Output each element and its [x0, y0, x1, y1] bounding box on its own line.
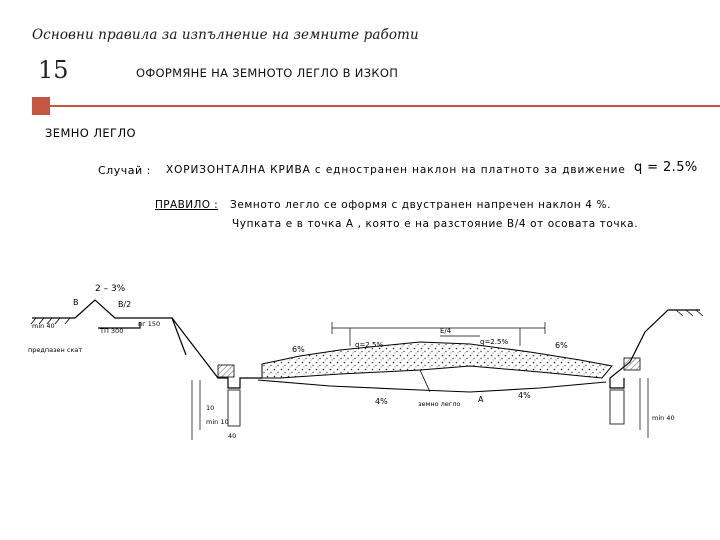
q-left-label: q=2.5%: [355, 341, 384, 349]
dim-40-label: 40: [228, 432, 237, 440]
b4-label: Е/4: [440, 327, 452, 335]
presentation-title: Основни правила за изпълнение на земните работи: [32, 27, 419, 43]
slope-6-left-label: 6%: [292, 345, 305, 354]
rule-label: ПРАВИЛО :: [155, 199, 219, 211]
right-foundation: [610, 390, 624, 424]
slope-2-3-label: 2 – 3%: [95, 284, 126, 294]
rule-text-line-1: Земното легло се оформя с двустранен напречен наклон 4 %.: [230, 199, 612, 211]
section-title: ЗЕМНО ЛЕГЛО: [45, 126, 136, 140]
case-description: ХОРИЗОНТАЛНА КРИВА с едностранен наклон на платното за движение: [166, 164, 626, 176]
slope-4-left-label: 4%: [375, 397, 388, 406]
left-ditch: [218, 365, 234, 377]
slope-4-right-label: 4%: [518, 391, 531, 400]
road-cross-section-drawing: [0, 270, 720, 450]
case-label: Случай :: [98, 164, 151, 177]
slide-number: 15: [38, 56, 69, 84]
drainage-label: предпазен скат: [28, 346, 83, 354]
dim-min10-label: min 10: [206, 418, 229, 426]
q-right-label: q=2.5%: [480, 338, 509, 346]
dimension-lines: [192, 322, 648, 440]
subgrade-axis-label: земно легло: [418, 400, 461, 408]
left-foundation: [228, 390, 240, 426]
right-ditch: [624, 358, 640, 370]
point-a-label: A: [478, 395, 484, 404]
accent-square: [32, 97, 50, 115]
tn300-label: ТП 300: [100, 327, 124, 335]
subgrade-line: [258, 380, 606, 392]
b2-label: В/2: [118, 300, 132, 309]
point-a-leader: [420, 370, 430, 392]
case-formula: q = 2.5%: [634, 160, 698, 175]
rule-text-line-2: Чупката е в точка А , която е на разстояние В/4 от осовата точка.: [232, 218, 639, 230]
dim-10-label: 10: [206, 404, 215, 412]
min40-label: min 40: [32, 322, 55, 330]
dim-min40-label: min 40: [652, 414, 675, 422]
slope-6-right-label: 6%: [555, 341, 568, 350]
b-label: В: [73, 298, 79, 307]
accent-divider: [50, 105, 720, 107]
slide-heading: ОФОРМЯНЕ НА ЗЕМНОТО ЛЕГЛО В ИЗКОП: [136, 66, 399, 80]
ground-hatching: [31, 310, 703, 324]
nr150-label: пг 150: [138, 320, 161, 328]
